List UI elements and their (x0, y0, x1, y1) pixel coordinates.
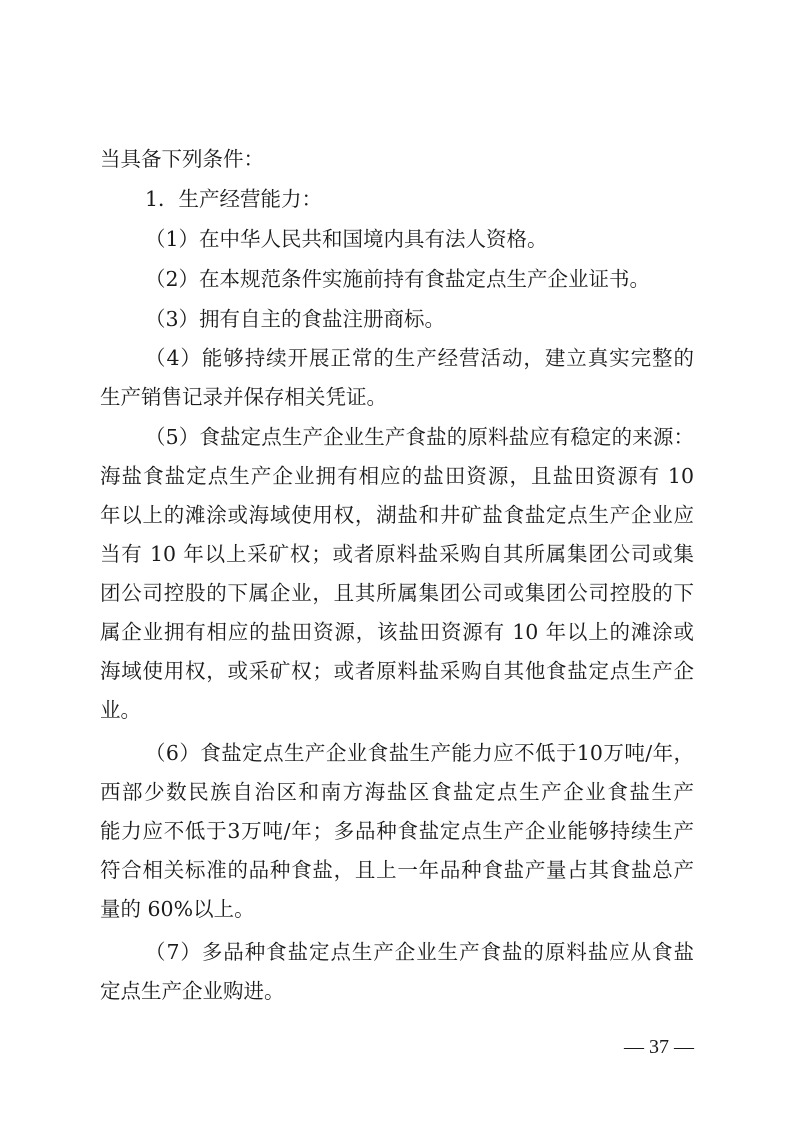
text-line: 年以上的滩涂或海域使用权，湖盐和井矿盐食盐定点生产企业应 (100, 503, 694, 527)
text-line: 能力应不低于3万吨/年；多品种食盐定点生产企业能够持续生产 (100, 819, 694, 843)
text-line: 海域使用权，或采矿权；或者原料盐采购自其他食盐定点生产企 (100, 659, 694, 683)
text-line: 属企业拥有相应的盐田资源，该盐田资源有 10 年以上的滩涂或 (100, 620, 694, 644)
text-line: 海盐食盐定点生产企业拥有相应的盐田资源，且盐田资源有 10 (100, 464, 694, 488)
list-item: （7）多品种食盐定点生产企业生产食盐的原料盐应从食盐 (145, 940, 694, 964)
text-line: 符合相关标准的品种食盐，且上一年品种食盐产量占其食盐总产 (100, 858, 694, 882)
list-item: （6）食盐定点生产企业食盐生产能力应不低于10万吨/年， (145, 741, 694, 765)
list-item: （5）食盐定点生产企业生产食盐的原料盐应有稳定的来源： (145, 425, 694, 449)
text-line: 生产销售记录并保存相关凭证。 (100, 385, 387, 409)
text-line: 当具备下列条件： (100, 147, 264, 171)
list-item: （4）能够持续开展正常的生产经营活动，建立真实完整的 (145, 346, 694, 370)
text-line: 定点生产企业购进。 (100, 979, 285, 1003)
list-item: （3）拥有自主的食盐注册商标。 (145, 307, 446, 331)
text-line: 量的 60%以上。 (100, 897, 255, 921)
text-line: 当有 10 年以上采矿权；或者原料盐采购自其所属集团公司或集 (100, 542, 694, 566)
list-item: （1）在中华人民共和国境内具有法人资格。 (145, 227, 548, 251)
text-line: 业。 (100, 698, 141, 722)
text-line: 西部少数民族自治区和南方海盐区食盐定点生产企业食盐生产 (100, 780, 694, 804)
section-heading: 1．生产经营能力： (145, 187, 323, 211)
page-number: — 37 — (624, 1036, 694, 1058)
text-line: 团公司控股的下属企业，且其所属集团公司或集团公司控股的下 (100, 581, 694, 605)
list-item: （2）在本规范条件实施前持有食盐定点生产企业证书。 (145, 267, 651, 291)
